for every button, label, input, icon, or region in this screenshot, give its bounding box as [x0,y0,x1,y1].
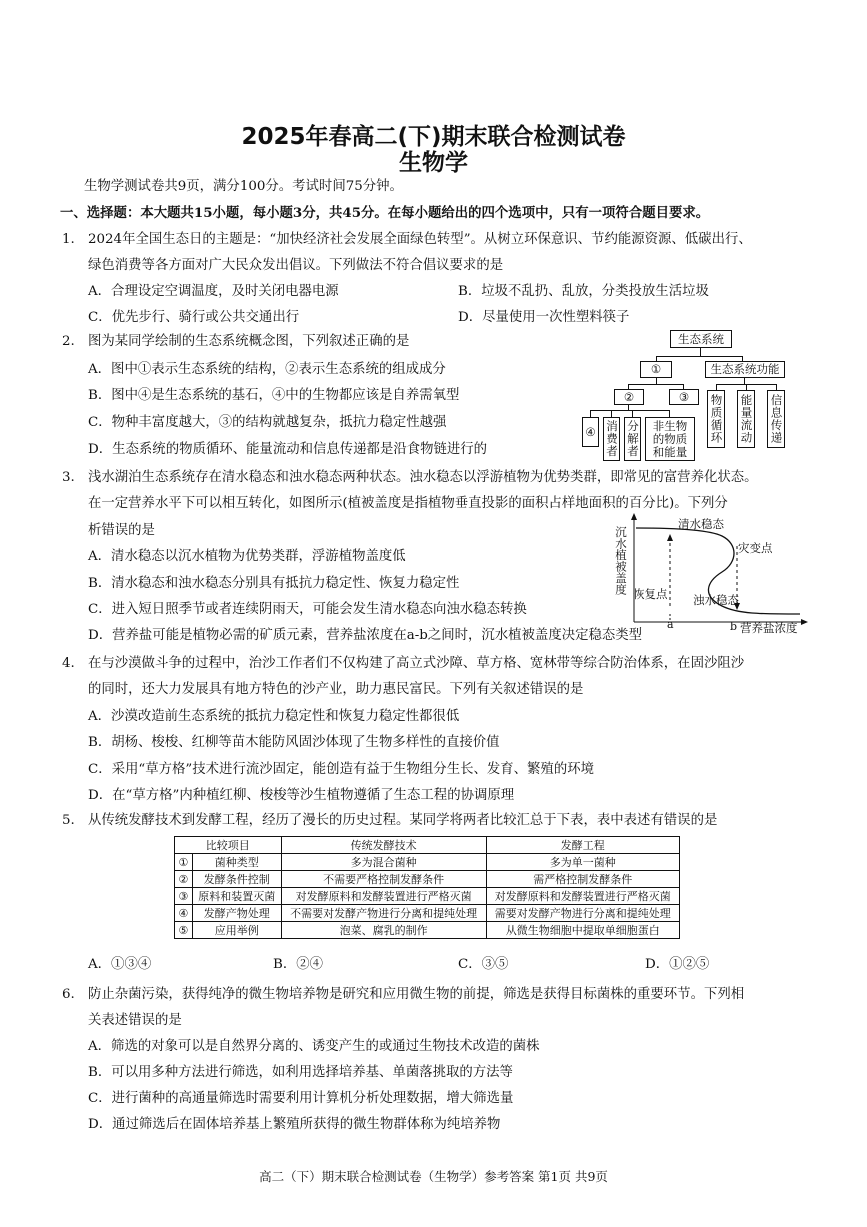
table-cell: 泡菜、腐乳的制作 [281,922,486,939]
table-header: 传统发酵技术 [281,837,486,854]
subject-title: 生物学 [399,150,468,176]
graph-tick-b: b [730,620,738,633]
option-b: B．清水稳态和浊水稳态分别具有抵抗力稳定性、恢复力稳定性 [88,576,460,591]
option-d: D．在“草方格”内种植红柳、梭梭等沙生植物遵循了生态工程的协调原理 [88,788,515,803]
graph-tick-a: a [667,618,674,631]
option-a: A．沙漠改造前生态系统的抵抗力稳定性和恢复力稳定性都很低 [88,709,460,724]
table-cell: ① [175,854,193,871]
table-row [175,854,680,871]
table-cell: 应用举例 [192,922,281,939]
question-stem-line: 2024年全国生态日的主题是：“加快经济社会发展全面绿色转型”。从树立环保意识、节约能源资源、低碳出行、 [88,232,752,247]
table-cell: 不需要严格控制发酵条件 [281,871,486,888]
graph-label-clear: 清水稳态 [678,517,724,531]
question-stem-line: 浅水湖泊生态系统存在清水稳态和浊水稳态两种状态。浊水稳态以浮游植物为优势类群，即常见的富营养化状态。 [88,470,758,485]
table-cell: 需要对发酵产物进行分离和提纯处理 [486,905,679,922]
node-3: ③ [669,389,699,405]
option-c: C．③⑤ [458,957,509,972]
option-c: C．物种丰富度越大，③的结构就越复杂，抵抗力稳定性越强 [88,415,447,430]
question-number: 2. [62,334,75,349]
option-a: A．筛选的对象可以是自然界分离的、诱变产生的或通过生物技术改造的菌株 [88,1039,540,1054]
node-1: ① [640,361,672,378]
node-info-transfer: 信息传递 [767,390,785,448]
question-stem-line: 在一定营养水平下可以相互转化，如图所示(植被盖度是指植物垂直投影的面积占样地面积的百分比)。下列分 [88,496,728,511]
table-cell: 发酵条件控制 [192,871,281,888]
node-decomposer: 分解者 [624,417,641,461]
option-b: B．②④ [273,957,324,972]
question-stem-line: 关表述错误的是 [88,1013,182,1028]
question-number: 1. [62,232,75,247]
node-abiotic: 非生物的物质和能量 [645,417,695,461]
option-b: B．图中④是生态系统的基石，④中的生物都应该是自养需氧型 [88,388,460,403]
option-d: D．生态系统的物质循环、能量流动和信息传递都是沿食物链进行的 [88,442,488,457]
table-row [175,922,680,939]
node-function: 生态系统功能 [705,361,785,378]
question-stem-line: 析错误的是 [88,523,155,538]
table-cell: ⑤ [175,922,193,939]
option-c: C．进行菌种的高通量筛选时需要利用计算机分析处理数据，增大筛选量 [88,1091,514,1106]
option-a: A．清水稳态以沉水植物为优势类群，浮游植物盖度低 [88,549,406,564]
node-energy-flow: 能量流动 [737,390,755,448]
question-number: 3. [62,470,75,485]
page-footer: 高二（下）期末联合检测试卷（生物学）参考答案 第1页 共9页 [259,1169,608,1184]
option-d: D．营养盐可能是植物必需的矿质元素，营养盐浓度在a-b之间时，沉水植被盖度决定稳态类型 [88,628,643,643]
option-a: A．①③④ [88,957,152,972]
node-consumer: 消费者 [603,417,620,461]
option-b: B．胡杨、梭梭、红柳等苗木能防风固沙体现了生物多样性的直接价值 [88,735,500,750]
question-stem-line: 在与沙漠做斗争的过程中，治沙工作者们不仅构建了高立式沙障、草方格、宽林带等综合防治体系，在固沙阻沙 [88,656,745,671]
table-cell: 多为混合菌种 [281,854,486,871]
table-cell: ③ [175,888,193,905]
graph-ylabel: 沉水植被盖度 [614,526,628,595]
question-stem-line: 防止杂菌污染，获得纯净的微生物培养物是研究和应用微生物的前提，筛选是获得目标菌株的重要环节。下列相 [88,987,745,1002]
table-row [175,871,680,888]
node-4: ④ [582,417,599,447]
option-c: C．优先步行、骑行或公共交通出行 [88,310,300,325]
table-cell: 对发酵原料和发酵装置进行严格灭菌 [281,888,486,905]
question-stem-line: 图为某同学绘制的生态系统概念图，下列叙述正确的是 [88,334,410,349]
table-cell: 多为单一菌种 [486,854,679,871]
option-d: D．通过筛选后在固体培养基上繁殖所获得的微生物群体称为纯培养物 [88,1117,501,1132]
table-cell: 需严格控制发酵条件 [486,871,679,888]
table-cell: 从微生物细胞中提取单细胞蛋白 [486,922,679,939]
table-cell: 原料和装置灭菌 [192,888,281,905]
option-b: B．可以用多种方法进行筛选，如利用选择培养基、单菌落挑取的方法等 [88,1065,513,1080]
table-cell: 不需要对发酵产物进行分离和提纯处理 [281,905,486,922]
option-d: D．①②⑤ [645,957,710,972]
table-row [175,905,680,922]
option-a: A．图中①表示生态系统的结构，②表示生态系统的组成成分 [88,362,446,377]
table-cell: ② [175,871,193,888]
table-header: 发酵工程 [486,837,679,854]
table-cell: 菌种类型 [192,854,281,871]
graph-xlabel: 营养盐浓度 [740,621,798,635]
option-c: C．进入短日照季节或者连续阴雨天，可能会发生清水稳态向浊水稳态转换 [88,602,527,617]
exam-intro: 生物学测试卷共9页，满分100分。考试时间75分钟。 [84,179,403,194]
option-c: C．采用“草方格”技术进行流沙固定，能创造有益于生物组分生长、发育、繁殖的环境 [88,762,594,777]
table-row [175,888,680,905]
question-stem-line: 的同时，还大力发展具有地方特色的沙产业，助力惠民富民。下列有关叙述错误的是 [88,682,584,697]
question-number: 4. [62,656,75,671]
section-heading: 一、选择题：本大题共15小题，每小题3分，共45分。在每小题给出的四个选项中，只有一项符合题目要求。 [60,205,710,221]
table-header-row [175,837,680,854]
node-material-cycle: 物质循环 [707,390,725,448]
option-a: A．合理设定空调温度，及时关闭电器电源 [88,284,339,299]
page-title: 2025年春高二(下)期末联合检测试卷 [241,124,626,150]
option-b: B．垃圾不乱扔、乱放，分类投放生活垃圾 [458,284,709,299]
question-stem-line: 绿色消费等各方面对广大民众发出倡议。下列做法不符合倡议要求的是 [88,258,504,273]
table-header: 比较项目 [175,837,282,854]
option-d: D．尽量使用一次性塑料筷子 [458,310,630,325]
table-cell: ④ [175,905,193,922]
question-number: 5. [62,813,75,828]
node-2: ② [614,389,644,405]
question-stem-line: 从传统发酵技术到发酵工程，经历了漫长的历史过程。某同学将两者比较汇总于下表，表中表述有错误的是 [88,813,718,828]
table-cell: 对发酵原料和发酵装置进行严格灭菌 [486,888,679,905]
graph-label-turbid: 浊水稳态 [693,593,739,607]
graph-label-catastrophe: 灾变点 [738,541,773,555]
comparison-table [174,836,680,939]
question-number: 6. [62,987,75,1002]
table-cell: 发酵产物处理 [192,905,281,922]
graph-label-recovery: 恢复点 [633,587,668,601]
node-ecosystem: 生态系统 [670,330,732,348]
